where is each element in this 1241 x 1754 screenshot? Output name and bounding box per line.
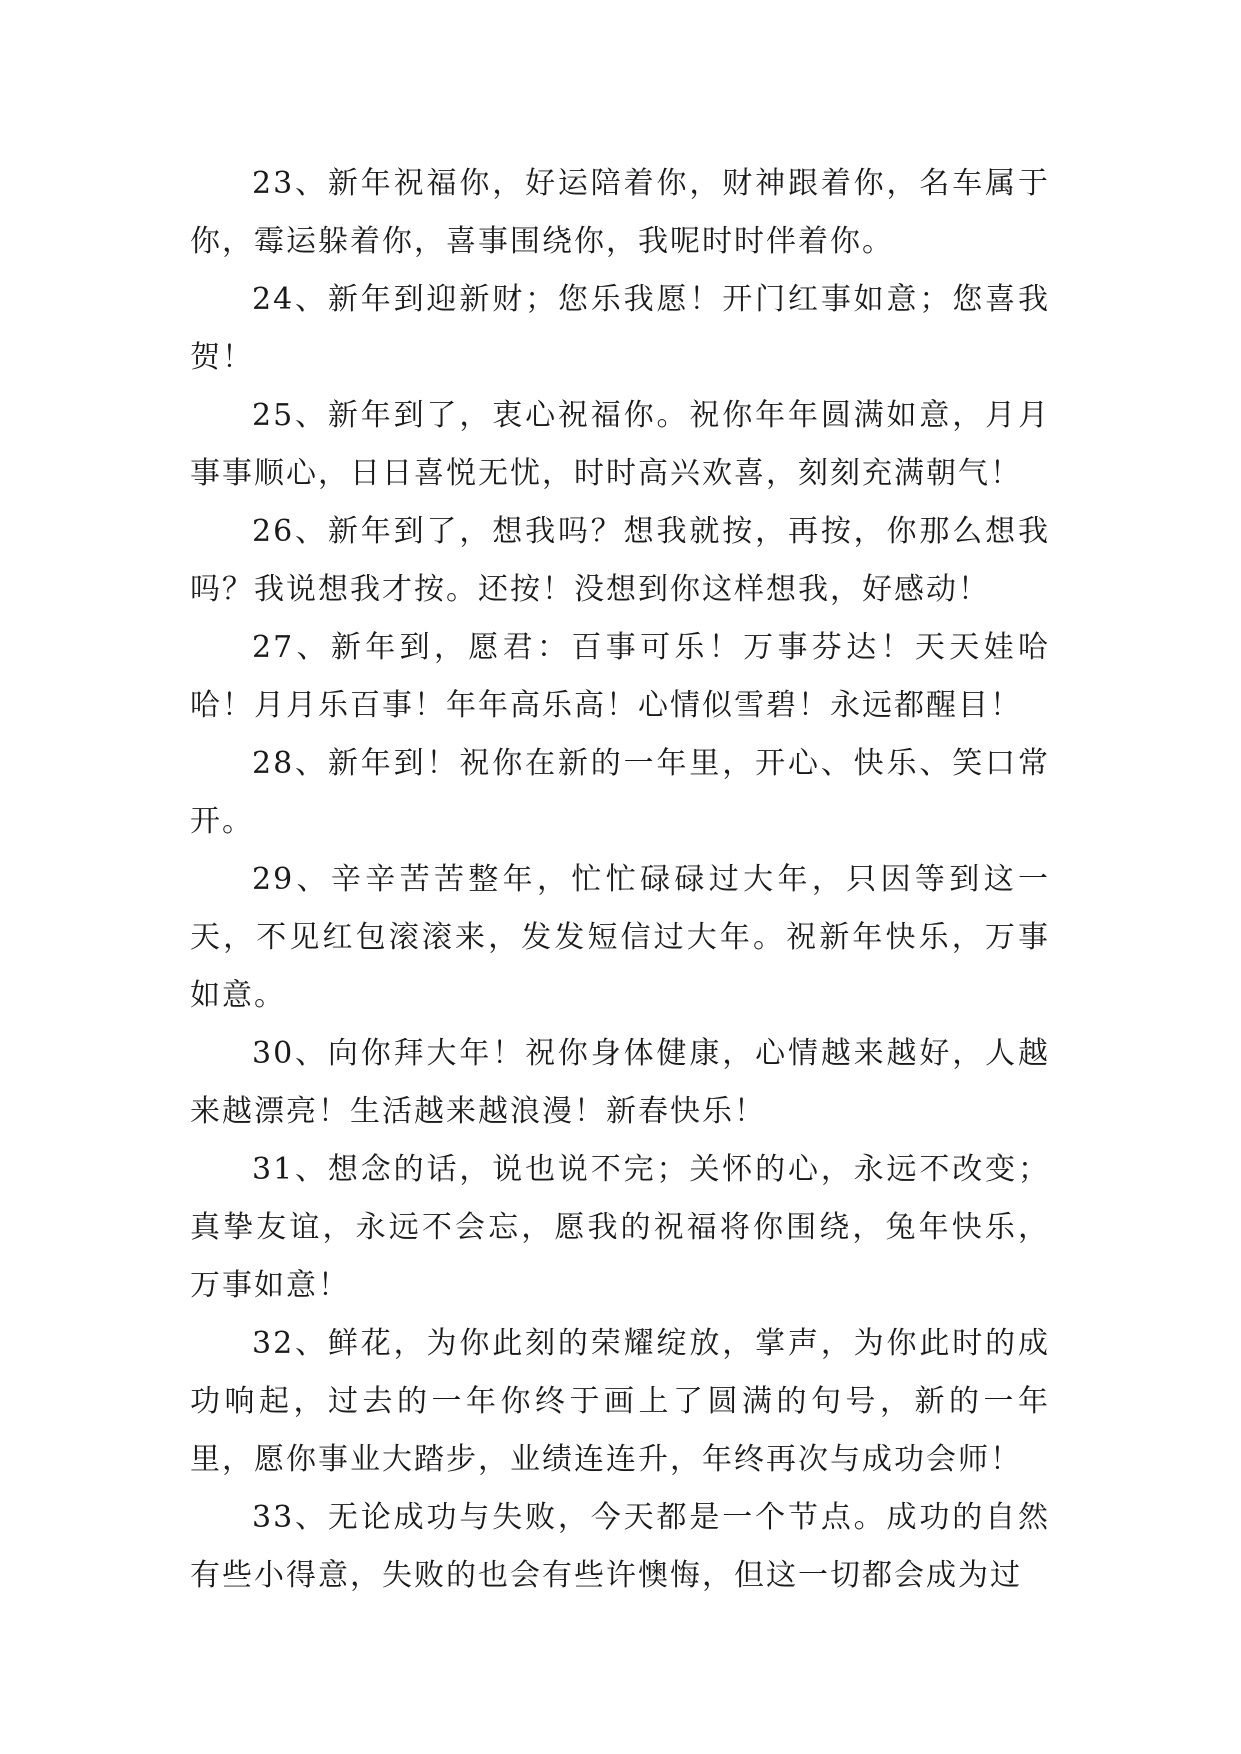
paragraph-28: 28、新年到！祝你在新的一年里，开心、快乐、笑口常开。 <box>190 746 1050 839</box>
document-body <box>190 155 1050 1605</box>
paragraph-32: 32、鲜花，为你此刻的荣耀绽放，掌声，为你此时的成功响起，过去的一年你终于画上了圆满的句号，新的一年里，愿你事业大踏步，业绩连连升，年终再次与成功会师！ <box>190 1326 1050 1477</box>
paragraph-24: 24、新年到迎新财；您乐我愿！开门红事如意；您喜我贺！ <box>190 282 1050 375</box>
paragraph-30: 30、向你拜大年！祝你身体健康，心情越来越好，人越来越漂亮！生活越来越浪漫！新春快乐！ <box>190 1036 1050 1129</box>
paragraph-26: 26、新年到了，想我吗？想我就按，再按，你那么想我吗？我说想我才按。还按！没想到你这样想我，好感动！ <box>190 514 1050 607</box>
paragraph-27: 27、新年到，愿君：百事可乐！万事芬达！天天娃哈哈！月月乐百事！年年高乐高！心情似雪碧！永远都醒目！ <box>190 630 1050 723</box>
paragraph-33: 33、无论成功与失败，今天都是一个节点。成功的自然有些小得意，失败的也会有些许懊悔，但这一切都会成为过 <box>190 1500 1050 1593</box>
paragraph-25: 25、新年到了，衷心祝福你。祝你年年圆满如意，月月事事顺心，日日喜悦无忧，时时高兴欢喜，刻刻充满朝气！ <box>190 398 1050 491</box>
paragraph-23: 23、新年祝福你，好运陪着你，财神跟着你，名车属于你，霉运躲着你，喜事围绕你，我呢时时伴着你。 <box>190 166 1050 259</box>
paragraph-31: 31、想念的话，说也说不完；关怀的心，永远不改变；真挚友谊，永远不会忘，愿我的祝福将你围绕，兔年快乐，万事如意！ <box>190 1152 1050 1303</box>
paragraph-29: 29、辛辛苦苦整年，忙忙碌碌过大年，只因等到这一天，不见红包滚滚来，发发短信过大年。祝新年快乐，万事如意。 <box>190 862 1050 1013</box>
